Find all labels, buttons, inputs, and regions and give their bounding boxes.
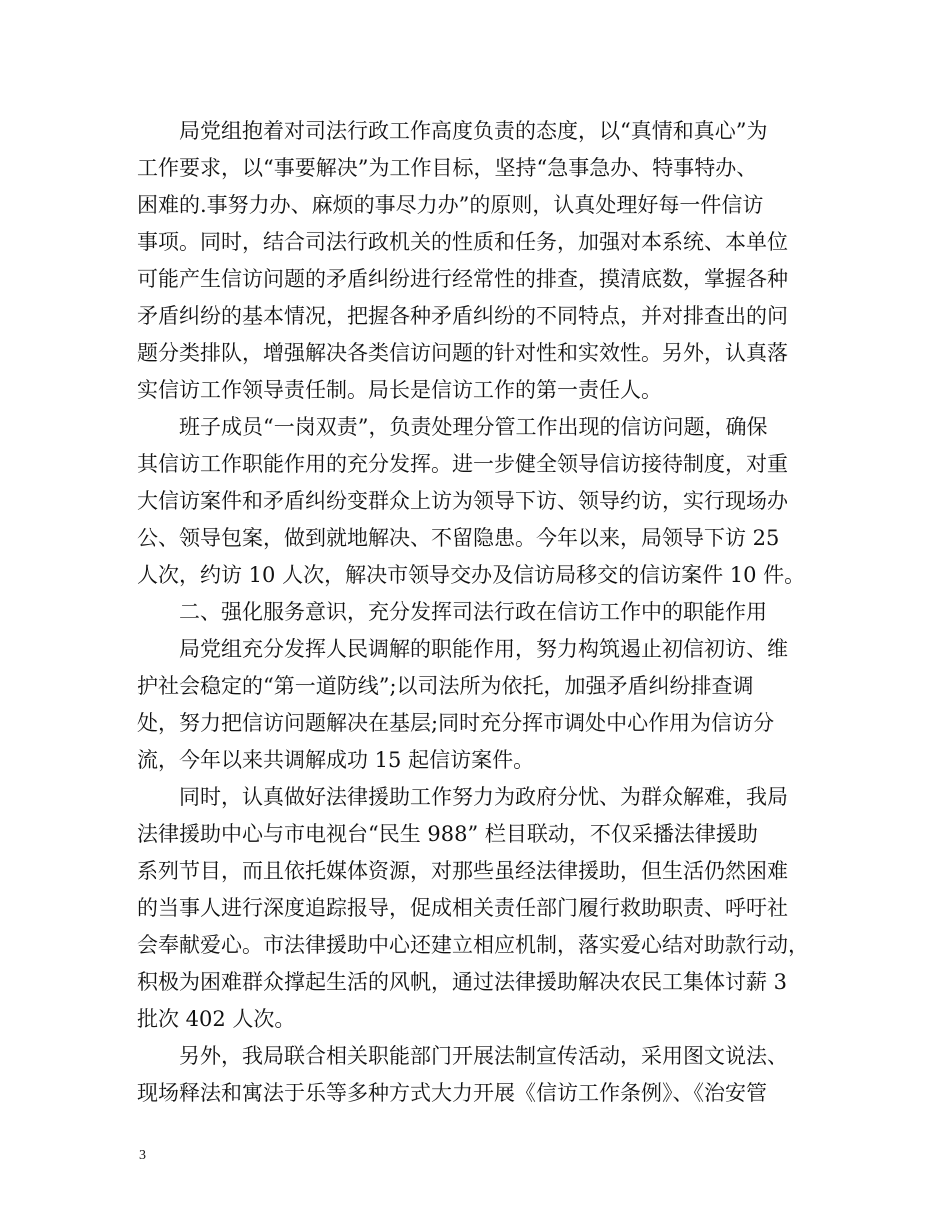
text-line: 护社会稳定的“第一道防线”;以司法所为依托，加强矛盾纠纷排查调 (137, 674, 754, 698)
body-text (137, 113, 817, 1112)
text-line: 的当事人进行深度追踪报导，促成相关责任部门履行救助职责、呼吁社 (137, 896, 788, 920)
text-line: 可能产生信访问题的矛盾纠纷进行经常性的排查，摸清底数，掌握各种 (137, 267, 788, 291)
text-line: 人次，约访 10 人次，解决市领导交办及信访局移交的信访案件 10 件。 (137, 563, 806, 587)
text-line: 现场释法和寓法于乐等多种方式大力开展《信访工作条例》、《治安管 (137, 1081, 767, 1105)
text-line: 公、领导包案，做到就地解决、不留隐患。今年以来，局领导下访 25 (137, 526, 780, 550)
text-line: 另外，我局联合相关职能部门开展法制宣传活动，采用图文说法、 (137, 1044, 788, 1068)
text-line: 班子成员“一岗双责”，负责处理分管工作出现的信访问题，确保 (137, 415, 768, 439)
text-line: 实信访工作领导责任制。局长是信访工作的第一责任人。 (137, 378, 662, 402)
text-line: 系列节目，而且依托媒体资源，对那些虽经法律援助，但生活仍然困难 (137, 859, 788, 883)
text-line: 积极为困难群众撑起生活的风帆，通过法律援助解决农民工集体讨薪 3 (137, 970, 788, 994)
text-line: 其信访工作职能作用的充分发挥。进一步健全领导信访接待制度，对重 (137, 452, 788, 476)
text-line: 处，努力把信访问题解决在基层;同时充分挥市调处中心作用为信访分 (137, 711, 775, 735)
page-number: 3 (139, 1148, 146, 1163)
text-line: 矛盾纠纷的基本情况，把握各种矛盾纠纷的不同特点，并对排查出的问 (137, 304, 788, 328)
text-line: 事项。同时，结合司法行政机关的性质和任务，加强对本系统、本单位 (137, 230, 788, 254)
text-line: 局党组抱着对司法行政工作高度负责的态度，以“真情和真心”为 (137, 119, 768, 143)
text-line: 大信访案件和矛盾纠纷变群众上访为领导下访、领导约访，实行现场办 (137, 489, 788, 513)
text-line: 批次 402 人次。 (137, 1007, 296, 1031)
text-line: 题分类排队，增强解决各类信访问题的针对性和实效性。另外，认真落 (137, 341, 788, 365)
section-heading: 二、强化服务意识，充分发挥司法行政在信访工作中的职能作用 (137, 600, 767, 624)
text-line: 局党组充分发挥人民调解的职能作用，努力构筑遏止初信初访、维 (137, 637, 788, 661)
text-line: 会奉献爱心。市法律援助中心还建立相应机制，落实爱心结对助款行动， (137, 933, 809, 957)
text-line: 同时，认真做好法律援助工作努力为政府分忧、为群众解难，我局 (137, 785, 788, 809)
text-line: 流，今年以来共调解成功 15 起信访案件。 (137, 748, 535, 772)
text-line: 工作要求，以“事要解决”为工作目标，坚持“急事急办、特事特办、 (137, 156, 758, 180)
text-line: 困难的.事努力办、麻烦的事尽力办”的原则，认真处理好每一件信访 (137, 193, 764, 217)
text-line: 法律援助中心与市电视台“民生 988” 栏目联动，不仅采播法律援助 (137, 822, 758, 846)
